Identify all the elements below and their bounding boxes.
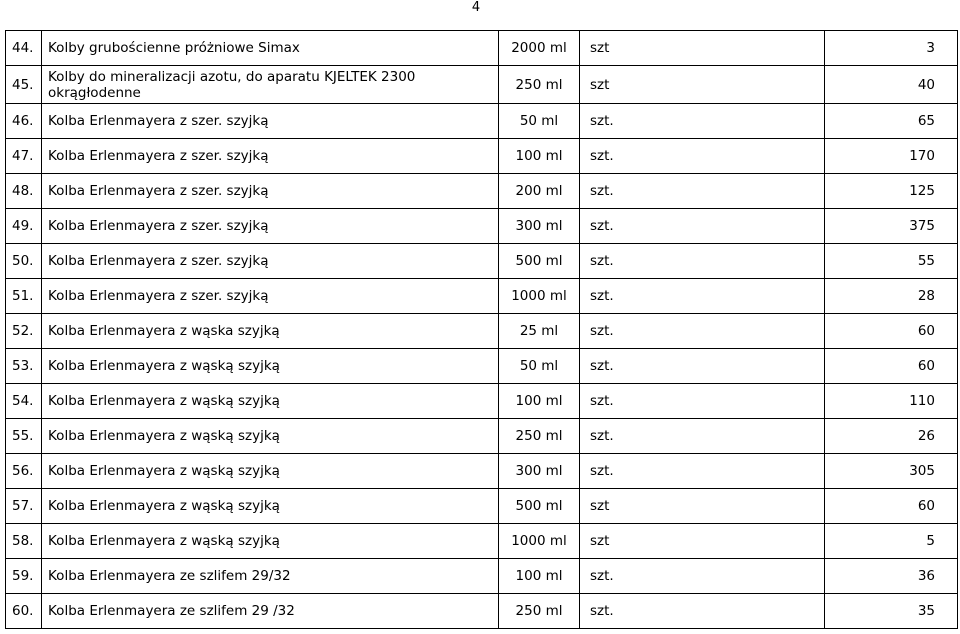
item-name-cell: Kolba Erlenmayera z wąska szyjką — [42, 314, 499, 349]
quantity-cell: 55 — [825, 244, 958, 279]
row-number-cell: 57. — [6, 489, 42, 524]
capacity-cell: 250 ml — [499, 419, 580, 454]
quantity-cell: 28 — [825, 279, 958, 314]
item-name-cell: Kolby grubościenne próżniowe Simax — [42, 31, 499, 66]
row-number-cell: 48. — [6, 174, 42, 209]
capacity-cell: 50 ml — [499, 104, 580, 139]
unit-cell: szt. — [580, 559, 825, 594]
unit-cell: szt. — [580, 454, 825, 489]
item-name-cell: Kolba Erlenmayera z szer. szyjką — [42, 174, 499, 209]
capacity-cell: 50 ml — [499, 349, 580, 384]
unit-cell: szt — [580, 66, 825, 104]
table-row — [6, 454, 958, 489]
row-number-cell: 45. — [6, 66, 42, 104]
quantity-cell: 65 — [825, 104, 958, 139]
table-row — [6, 314, 958, 349]
quantity-cell: 60 — [825, 349, 958, 384]
unit-cell: szt. — [580, 104, 825, 139]
unit-cell: szt. — [580, 209, 825, 244]
row-number-cell: 59. — [6, 559, 42, 594]
quantity-cell: 125 — [825, 174, 958, 209]
capacity-cell: 2000 ml — [499, 31, 580, 66]
capacity-cell: 250 ml — [499, 594, 580, 629]
capacity-cell: 500 ml — [499, 244, 580, 279]
item-name-cell: Kolba Erlenmayera z szer. szyjką — [42, 244, 499, 279]
unit-cell: szt. — [580, 384, 825, 419]
unit-cell: szt. — [580, 349, 825, 384]
unit-cell: szt. — [580, 279, 825, 314]
capacity-cell: 500 ml — [499, 489, 580, 524]
quantity-cell: 40 — [825, 66, 958, 104]
unit-cell: szt — [580, 489, 825, 524]
row-number-cell: 58. — [6, 524, 42, 559]
unit-cell: szt. — [580, 314, 825, 349]
table-row — [6, 66, 958, 104]
item-name-cell: Kolba Erlenmayera z wąską szyjką — [42, 524, 499, 559]
item-name-cell: Kolba Erlenmayera z szer. szyjką — [42, 209, 499, 244]
item-name-cell: Kolba Erlenmayera z wąską szyjką — [42, 419, 499, 454]
table-row — [6, 594, 958, 629]
row-number-cell: 47. — [6, 139, 42, 174]
capacity-cell: 250 ml — [499, 66, 580, 104]
row-number-cell: 44. — [6, 31, 42, 66]
capacity-cell: 200 ml — [499, 174, 580, 209]
item-name-cell: Kolba Erlenmayera z wąską szyjką — [42, 384, 499, 419]
table-row — [6, 104, 958, 139]
row-number-cell: 53. — [6, 349, 42, 384]
item-name-cell: Kolba Erlenmayera z wąską szyjką — [42, 489, 499, 524]
items-table — [5, 30, 958, 629]
item-name-cell: Kolba Erlenmayera ze szlifem 29 /32 — [42, 594, 499, 629]
quantity-cell: 170 — [825, 139, 958, 174]
unit-cell: szt. — [580, 419, 825, 454]
table-row — [6, 349, 958, 384]
unit-cell: szt — [580, 524, 825, 559]
table-row — [6, 209, 958, 244]
quantity-cell: 110 — [825, 384, 958, 419]
unit-cell: szt — [580, 31, 825, 66]
table-row — [6, 489, 958, 524]
quantity-cell: 5 — [825, 524, 958, 559]
capacity-cell: 1000 ml — [499, 279, 580, 314]
table-row — [6, 174, 958, 209]
capacity-cell: 1000 ml — [499, 524, 580, 559]
capacity-cell: 300 ml — [499, 209, 580, 244]
row-number-cell: 51. — [6, 279, 42, 314]
table-row — [6, 31, 958, 66]
row-number-cell: 60. — [6, 594, 42, 629]
quantity-cell: 26 — [825, 419, 958, 454]
table-row — [6, 524, 958, 559]
row-number-cell: 52. — [6, 314, 42, 349]
item-name-cell: Kolba Erlenmayera z wąską szyjką — [42, 454, 499, 489]
quantity-cell: 35 — [825, 594, 958, 629]
capacity-cell: 300 ml — [499, 454, 580, 489]
item-name-cell: Kolba Erlenmayera z szer. szyjką — [42, 104, 499, 139]
page-number: 4 — [471, 0, 481, 15]
item-name-cell: Kolba Erlenmayera ze szlifem 29/32 — [42, 559, 499, 594]
unit-cell: szt. — [580, 244, 825, 279]
row-number-cell: 56. — [6, 454, 42, 489]
unit-cell: szt. — [580, 139, 825, 174]
capacity-cell: 100 ml — [499, 559, 580, 594]
row-number-cell: 50. — [6, 244, 42, 279]
table-row — [6, 244, 958, 279]
item-name-cell: Kolby do mineralizacji azotu, do aparatu KJELTEK 2300 okrągłodenne — [42, 66, 499, 104]
unit-cell: szt. — [580, 174, 825, 209]
quantity-cell: 36 — [825, 559, 958, 594]
item-name-cell: Kolba Erlenmayera z wąską szyjką — [42, 349, 499, 384]
row-number-cell: 55. — [6, 419, 42, 454]
row-number-cell: 46. — [6, 104, 42, 139]
table-row — [6, 559, 958, 594]
capacity-cell: 100 ml — [499, 139, 580, 174]
quantity-cell: 375 — [825, 209, 958, 244]
table-row — [6, 419, 958, 454]
row-number-cell: 54. — [6, 384, 42, 419]
row-number-cell: 49. — [6, 209, 42, 244]
capacity-cell: 25 ml — [499, 314, 580, 349]
quantity-cell: 60 — [825, 314, 958, 349]
table-row — [6, 139, 958, 174]
unit-cell: szt. — [580, 594, 825, 629]
table-row — [6, 384, 958, 419]
item-name-cell: Kolba Erlenmayera z szer. szyjką — [42, 279, 499, 314]
quantity-cell: 60 — [825, 489, 958, 524]
quantity-cell: 305 — [825, 454, 958, 489]
item-name-cell: Kolba Erlenmayera z szer. szyjką — [42, 139, 499, 174]
capacity-cell: 100 ml — [499, 384, 580, 419]
table-row — [6, 279, 958, 314]
quantity-cell: 3 — [825, 31, 958, 66]
